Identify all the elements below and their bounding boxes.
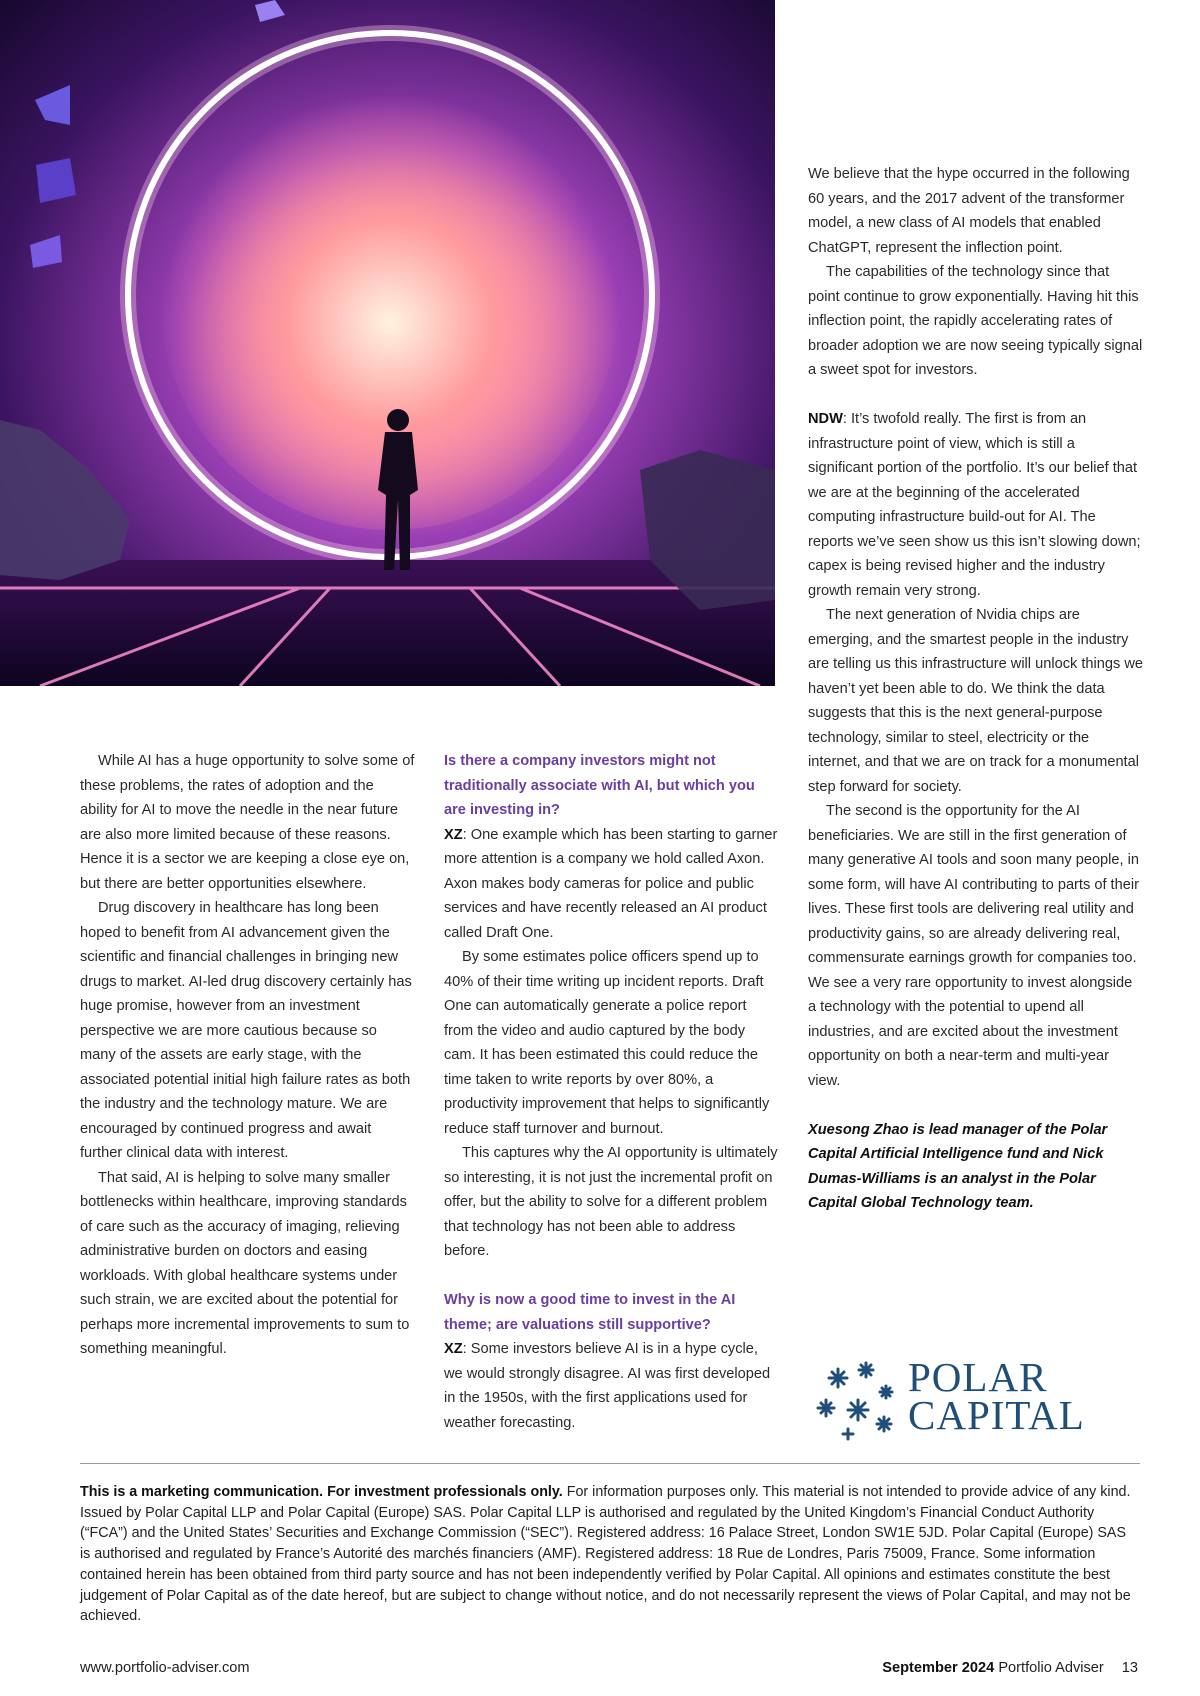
paragraph: We believe that the hype occurred in the following 60 years, and the 2017 advent of the transformer model, a new class of AI models that enabled ChatGPT, represent the inflection point. — [808, 166, 1130, 256]
author-bio: Xuesong Zhao is lead manager of the Polar Capital Artificial Intelligence fund and Nick Dumas-Williams is an analyst in the Polar Capital Global Technology team. — [808, 1121, 1108, 1211]
disclaimer-bold: This is a marketing communication. For investment professionals only. — [80, 1484, 563, 1500]
question-heading: Why is now a good time to invest in the AI theme; are valuations still supportive? — [444, 1292, 736, 1333]
speaker-initials: XZ — [444, 1341, 463, 1357]
floor — [0, 560, 775, 686]
answer-text: : Some investors believe AI is in a hype cycle, we would strongly disagree. AI was first developed in the 1950s, with the first applications used for weather forecasting. — [444, 1341, 771, 1431]
paragraph: By some estimates police officers spend up to 40% of their time writing up incident reports. Draft One can automatically generate a police report from the video and audio captured by the body cam. It has been estimated this could reduce the time taken to write reports by over 80%, a productivity improvement that helps to significantly reduce staff turnover and burnout. — [444, 949, 770, 1137]
logo-wordmark — [908, 1354, 1085, 1438]
logo-line-1: POLAR — [908, 1354, 1048, 1400]
page-number: 13 — [1121, 1660, 1138, 1676]
paragraph: That said, AI is helping to solve many smaller bottlenecks within healthcare, improving standards of care such as the accuracy of imaging, relieving administrative burden on doctors and easing workloads. With global healthcare systems under such strain, we are excited about the potential for perhaps more incremental improvements to sum to something meaningful. — [80, 1169, 410, 1357]
speaker-initials: XZ — [444, 826, 463, 843]
question-heading: Is there a company investors might not traditionally associate with AI, but which you are investing in? — [444, 753, 755, 818]
paragraph: The second is the opportunity for the AI beneficiaries. We are still in the first generation of many generative AI tools and soon many people, in some form, will have AI contributing to parts of their lives. These first tools are delivering real utility and productivity gains, so are already delivering real, commensurate earnings growth for companies too. We see a very rare opportunity to invest alongside a technology with the potential to upend all industries, and are excited about the investment opportunity on both a near-term and multi-year view. — [808, 803, 1140, 1089]
footer-url: www.portfolio-adviser.com — [80, 1660, 250, 1676]
paragraph: While AI has a huge opportunity to solve some of these problems, the rates of adoption and the ability for AI to move the needle in the near future are also more limited because of these reasons. Hence it is a sector we are keeping a close eye on, but there are better opportunities elsewhere. — [80, 753, 415, 892]
paragraph — [808, 407, 1143, 603]
disclaimer-text: For information purposes only. This material is not intended to provide advice of any kind. Issued by Polar Capital LLP and Polar Capital (Europe) SAS. Polar Capital LLP is authorised and regulated by the United Kingdom’s Financial Conduct Authority (“FCA”) and the United States’ Securities and Exchange Commission (“SEC”). Registered address: 16 Palace Street, London SW1E 5JD. Polar Capital (Europe) SAS is authorised and regulated by France’s Autorité des marchés financiers (AMF). Registered address: 18 Rue de Londres, Paris 75009, France. Some information contained herein has been obtained from third party source and has not been independently verified by Polar Capital. All opinions and estimates constitute the best judgement of Polar Capital as of the date hereof, but are subject to change without notice, and do not necessarily represent the views of Polar Capital, and may not be achieved. — [80, 1484, 1131, 1625]
answer-text: : It’s twofold really. The first is from an infrastructure point of view, which is still a significant portion of the portfolio. It’s our belief that we are at the beginning of the accelerated computing infrastructure build-out for AI. The reports we’ve seen show us this isn’t slowing down; capex is being revised higher and the industry growth remain very strong. — [808, 411, 1141, 599]
paragraph: This captures why the AI opportunity is ultimately so interesting, it is not just the incremental profit on offer, but the ability to solve for a different problem that technology has not been able to address before. — [444, 1145, 778, 1259]
hero-illustration — [0, 0, 775, 686]
footer-issue — [882, 1660, 1138, 1676]
paragraph: The next generation of Nvidia chips are emerging, and the smartest people in the industry are telling us this infrastructure will unlock things we haven’t yet been able to do. We think the data suggests that this is the next general-purpose technology, similar to steel, electricity or the internet, and that we are on track for a monumental step forward for society. — [808, 607, 1143, 795]
column-2 — [444, 749, 779, 1435]
paragraph: Drug discovery in healthcare has long been hoped to benefit from AI advancement given the scientific and financial challenges in bringing new drugs to market. AI-led drug discovery certainly has huge promise, however from an investment perspective we are more cautious because so many of the assets are early stage, with the associated potential initial high failure rates as both the industry and the technology mature. We are encouraged by continued progress and await further clinical data with interest. — [80, 900, 412, 1161]
floating-cube-2 — [36, 158, 76, 203]
speaker-initials: NDW — [808, 411, 843, 427]
logo-line-2: CAPITAL — [908, 1392, 1085, 1438]
footer-publication: Portfolio Adviser — [998, 1660, 1104, 1676]
paragraph: The capabilities of the technology since that point continue to grow exponentially. Having hit this inflection point, the rapidly accelerating rates of broader adoption we are now seeing typically signal a sweet spot for investors. — [808, 264, 1143, 378]
answer-text: : One example which has been starting to garner more attention is a company we hold called Axon. Axon makes body cameras for police and public services and have recently released an AI product called Draft One. — [444, 826, 778, 941]
paragraph — [444, 823, 779, 946]
paragraph — [444, 1337, 779, 1435]
column-3 — [808, 162, 1143, 1216]
divider — [80, 1463, 1140, 1464]
column-1 — [80, 749, 415, 1362]
footer-date: September 2024 — [882, 1660, 995, 1676]
polar-capital-logo — [808, 1348, 1098, 1444]
disclaimer — [80, 1482, 1140, 1627]
star-cluster-icon — [808, 1348, 904, 1444]
